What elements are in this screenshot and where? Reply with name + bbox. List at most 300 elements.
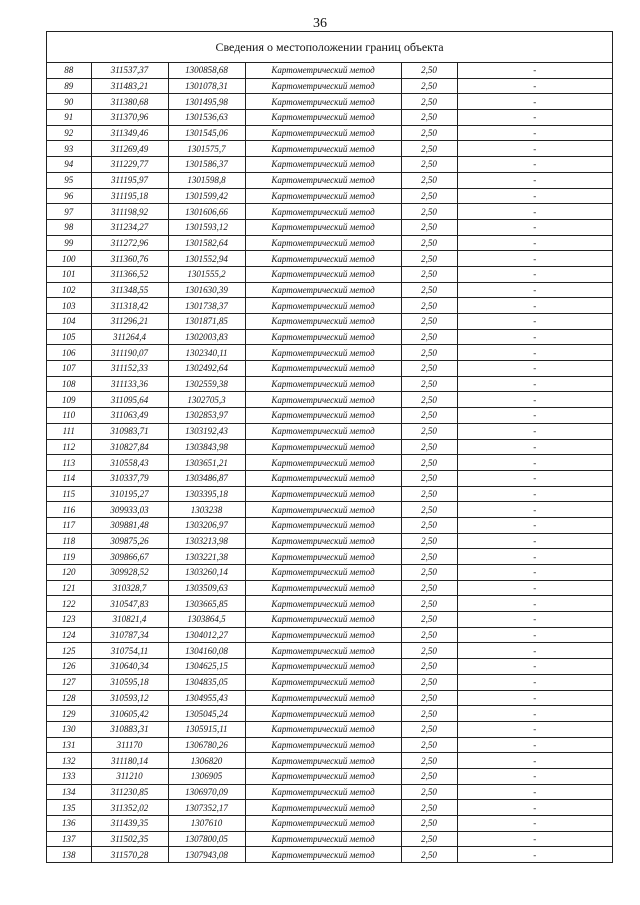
table-row (47, 219, 612, 235)
coord-y-cell: 1306780,26 (168, 737, 245, 753)
method-cell: Картометрический метод (245, 690, 401, 706)
description-cell: - (457, 63, 612, 78)
table-row (47, 690, 612, 706)
coord-x-cell: 311269,49 (91, 141, 168, 157)
coord-x-cell: 311352,02 (91, 800, 168, 816)
point-number-cell: 95 (47, 172, 91, 188)
point-number-cell: 101 (47, 266, 91, 282)
table-row (47, 408, 612, 424)
description-cell: - (457, 659, 612, 675)
table-row (47, 94, 612, 110)
table-row (47, 78, 612, 94)
coord-x-cell: 310337,79 (91, 470, 168, 486)
accuracy-cell: 2,50 (401, 533, 457, 549)
accuracy-cell: 2,50 (401, 721, 457, 737)
table-row (47, 627, 612, 643)
accuracy-cell: 2,50 (401, 282, 457, 298)
description-cell: - (457, 204, 612, 220)
accuracy-cell: 2,50 (401, 643, 457, 659)
method-cell: Картометрический метод (245, 439, 401, 455)
table-row (47, 235, 612, 251)
coord-y-cell: 1305045,24 (168, 706, 245, 722)
coord-x-cell: 311439,35 (91, 816, 168, 832)
table-row (47, 753, 612, 769)
method-cell: Картометрический метод (245, 204, 401, 220)
coord-y-cell: 1303238 (168, 502, 245, 518)
accuracy-cell: 2,50 (401, 423, 457, 439)
coord-x-cell: 310593,12 (91, 690, 168, 706)
description-cell: - (457, 423, 612, 439)
method-cell: Картометрический метод (245, 486, 401, 502)
accuracy-cell: 2,50 (401, 235, 457, 251)
point-number-cell: 116 (47, 502, 91, 518)
method-cell: Картометрический метод (245, 172, 401, 188)
description-cell: - (457, 721, 612, 737)
point-number-cell: 109 (47, 392, 91, 408)
coord-y-cell: 1302003,83 (168, 329, 245, 345)
point-number-cell: 133 (47, 768, 91, 784)
coord-x-cell: 311483,21 (91, 78, 168, 94)
method-cell: Картометрический метод (245, 470, 401, 486)
coord-x-cell: 310605,42 (91, 706, 168, 722)
accuracy-cell: 2,50 (401, 596, 457, 612)
description-cell: - (457, 94, 612, 110)
coord-x-cell: 310983,71 (91, 423, 168, 439)
description-cell: - (457, 282, 612, 298)
coord-y-cell: 1303843,98 (168, 439, 245, 455)
coord-y-cell: 1305915,11 (168, 721, 245, 737)
point-number-cell: 88 (47, 63, 91, 78)
accuracy-cell: 2,50 (401, 847, 457, 862)
coord-x-cell: 311170 (91, 737, 168, 753)
table-row (47, 643, 612, 659)
method-cell: Картометрический метод (245, 188, 401, 204)
method-cell: Картометрический метод (245, 768, 401, 784)
table-row (47, 455, 612, 471)
table-row (47, 470, 612, 486)
coord-x-cell: 310640,34 (91, 659, 168, 675)
description-cell: - (457, 549, 612, 565)
table-row (47, 282, 612, 298)
table-row (47, 721, 612, 737)
coord-y-cell: 1304835,05 (168, 674, 245, 690)
table-row (47, 565, 612, 581)
coord-y-cell: 1304955,43 (168, 690, 245, 706)
description-cell: - (457, 251, 612, 267)
coord-x-cell: 309928,52 (91, 565, 168, 581)
method-cell: Картометрический метод (245, 565, 401, 581)
point-number-cell: 111 (47, 423, 91, 439)
point-number-cell: 125 (47, 643, 91, 659)
description-cell: - (457, 376, 612, 392)
coord-x-cell: 310821,4 (91, 612, 168, 628)
coord-y-cell: 1306970,09 (168, 784, 245, 800)
coord-x-cell: 311570,28 (91, 847, 168, 862)
table-row (47, 533, 612, 549)
table-row (47, 423, 612, 439)
description-cell: - (457, 784, 612, 800)
description-cell: - (457, 110, 612, 126)
coord-x-cell: 311370,96 (91, 110, 168, 126)
coord-x-cell: 311095,64 (91, 392, 168, 408)
accuracy-cell: 2,50 (401, 737, 457, 753)
coord-y-cell: 1302340,11 (168, 345, 245, 361)
accuracy-cell: 2,50 (401, 361, 457, 377)
table-row (47, 784, 612, 800)
coord-y-cell: 1304625,15 (168, 659, 245, 675)
accuracy-cell: 2,50 (401, 266, 457, 282)
description-cell: - (457, 486, 612, 502)
point-number-cell: 126 (47, 659, 91, 675)
coord-y-cell: 1301495,98 (168, 94, 245, 110)
accuracy-cell: 2,50 (401, 219, 457, 235)
table-row (47, 816, 612, 832)
coord-y-cell: 1301738,37 (168, 298, 245, 314)
coord-x-cell: 311229,77 (91, 157, 168, 173)
method-cell: Картометрический метод (245, 141, 401, 157)
table-row (47, 204, 612, 220)
description-cell: - (457, 439, 612, 455)
point-number-cell: 128 (47, 690, 91, 706)
method-cell: Картометрический метод (245, 596, 401, 612)
accuracy-cell: 2,50 (401, 204, 457, 220)
point-number-cell: 104 (47, 314, 91, 330)
table-row (47, 110, 612, 126)
description-cell: - (457, 831, 612, 847)
method-cell: Картометрический метод (245, 219, 401, 235)
accuracy-cell: 2,50 (401, 502, 457, 518)
description-cell: - (457, 125, 612, 141)
table-row (47, 768, 612, 784)
accuracy-cell: 2,50 (401, 627, 457, 643)
method-cell: Картометрический метод (245, 674, 401, 690)
coord-y-cell: 1303192,43 (168, 423, 245, 439)
accuracy-cell: 2,50 (401, 345, 457, 361)
description-cell: - (457, 266, 612, 282)
point-number-cell: 124 (47, 627, 91, 643)
accuracy-cell: 2,50 (401, 674, 457, 690)
accuracy-cell: 2,50 (401, 408, 457, 424)
coord-x-cell: 311366,52 (91, 266, 168, 282)
coord-y-cell: 1307610 (168, 816, 245, 832)
coord-y-cell: 1302705,3 (168, 392, 245, 408)
method-cell: Картометрический метод (245, 63, 401, 78)
method-cell: Картометрический метод (245, 376, 401, 392)
table-row (47, 376, 612, 392)
description-cell: - (457, 753, 612, 769)
accuracy-cell: 2,50 (401, 141, 457, 157)
method-cell: Картометрический метод (245, 455, 401, 471)
coord-x-cell: 310883,31 (91, 721, 168, 737)
boundary-table-sheet (46, 31, 613, 863)
accuracy-cell: 2,50 (401, 439, 457, 455)
point-number-cell: 117 (47, 517, 91, 533)
description-cell: - (457, 737, 612, 753)
description-cell: - (457, 455, 612, 471)
table-row (47, 157, 612, 173)
point-number-cell: 114 (47, 470, 91, 486)
coord-x-cell: 311234,27 (91, 219, 168, 235)
coord-x-cell: 309933,03 (91, 502, 168, 518)
method-cell: Картометрический метод (245, 816, 401, 832)
description-cell: - (457, 800, 612, 816)
description-cell: - (457, 674, 612, 690)
coord-x-cell: 311063,49 (91, 408, 168, 424)
accuracy-cell: 2,50 (401, 486, 457, 502)
coord-y-cell: 1307800,05 (168, 831, 245, 847)
table-row (47, 486, 612, 502)
coord-y-cell: 1302853,97 (168, 408, 245, 424)
accuracy-cell: 2,50 (401, 612, 457, 628)
accuracy-cell: 2,50 (401, 329, 457, 345)
coord-x-cell: 311348,55 (91, 282, 168, 298)
coord-y-cell: 1306820 (168, 753, 245, 769)
method-cell: Картометрический метод (245, 753, 401, 769)
point-number-cell: 89 (47, 78, 91, 94)
accuracy-cell: 2,50 (401, 517, 457, 533)
description-cell: - (457, 141, 612, 157)
point-number-cell: 93 (47, 141, 91, 157)
accuracy-cell: 2,50 (401, 565, 457, 581)
table-row (47, 172, 612, 188)
accuracy-cell: 2,50 (401, 470, 457, 486)
table-row (47, 737, 612, 753)
coord-x-cell: 311537,37 (91, 63, 168, 78)
table-row (47, 314, 612, 330)
accuracy-cell: 2,50 (401, 392, 457, 408)
table-row (47, 517, 612, 533)
description-cell: - (457, 329, 612, 345)
method-cell: Картометрический метод (245, 502, 401, 518)
description-cell: - (457, 235, 612, 251)
accuracy-cell: 2,50 (401, 549, 457, 565)
coord-y-cell: 1303486,87 (168, 470, 245, 486)
accuracy-cell: 2,50 (401, 110, 457, 126)
point-number-cell: 127 (47, 674, 91, 690)
accuracy-cell: 2,50 (401, 768, 457, 784)
accuracy-cell: 2,50 (401, 659, 457, 675)
point-number-cell: 97 (47, 204, 91, 220)
point-number-cell: 106 (47, 345, 91, 361)
coord-x-cell: 311133,36 (91, 376, 168, 392)
coord-y-cell: 1303395,18 (168, 486, 245, 502)
point-number-cell: 96 (47, 188, 91, 204)
method-cell: Картометрический метод (245, 266, 401, 282)
method-cell: Картометрический метод (245, 627, 401, 643)
coord-y-cell: 1301536,63 (168, 110, 245, 126)
method-cell: Картометрический метод (245, 251, 401, 267)
method-cell: Картометрический метод (245, 643, 401, 659)
point-number-cell: 105 (47, 329, 91, 345)
coord-y-cell: 1301545,06 (168, 125, 245, 141)
table-row (47, 659, 612, 675)
coord-y-cell: 1301575,7 (168, 141, 245, 157)
description-cell: - (457, 643, 612, 659)
point-number-cell: 112 (47, 439, 91, 455)
method-cell: Картометрический метод (245, 345, 401, 361)
point-number-cell: 103 (47, 298, 91, 314)
coord-x-cell: 310558,43 (91, 455, 168, 471)
table-row (47, 266, 612, 282)
point-number-cell: 108 (47, 376, 91, 392)
coord-y-cell: 1303260,14 (168, 565, 245, 581)
table-row (47, 63, 612, 78)
coord-x-cell: 311264,4 (91, 329, 168, 345)
point-number-cell: 113 (47, 455, 91, 471)
accuracy-cell: 2,50 (401, 157, 457, 173)
description-cell: - (457, 78, 612, 94)
description-cell: - (457, 627, 612, 643)
accuracy-cell: 2,50 (401, 63, 457, 78)
description-cell: - (457, 298, 612, 314)
method-cell: Картометрический метод (245, 392, 401, 408)
method-cell: Картометрический метод (245, 549, 401, 565)
boundary-points-table (47, 63, 612, 862)
description-cell: - (457, 470, 612, 486)
table-row (47, 298, 612, 314)
table-row (47, 831, 612, 847)
point-number-cell: 130 (47, 721, 91, 737)
point-number-cell: 102 (47, 282, 91, 298)
description-cell: - (457, 392, 612, 408)
table-row (47, 612, 612, 628)
method-cell: Картометрический метод (245, 110, 401, 126)
coord-x-cell: 310787,34 (91, 627, 168, 643)
table-row (47, 392, 612, 408)
point-number-cell: 120 (47, 565, 91, 581)
point-number-cell: 99 (47, 235, 91, 251)
table-row (47, 345, 612, 361)
table-row (47, 329, 612, 345)
coord-x-cell: 311195,97 (91, 172, 168, 188)
accuracy-cell: 2,50 (401, 800, 457, 816)
point-number-cell: 90 (47, 94, 91, 110)
description-cell: - (457, 690, 612, 706)
coord-x-cell: 309866,67 (91, 549, 168, 565)
table-row (47, 800, 612, 816)
coord-y-cell: 1300858,68 (168, 63, 245, 78)
description-cell: - (457, 706, 612, 722)
accuracy-cell: 2,50 (401, 298, 457, 314)
method-cell: Картометрический метод (245, 329, 401, 345)
method-cell: Картометрический метод (245, 612, 401, 628)
coord-x-cell: 311318,42 (91, 298, 168, 314)
table-row (47, 502, 612, 518)
coord-y-cell: 1301598,8 (168, 172, 245, 188)
method-cell: Картометрический метод (245, 125, 401, 141)
coord-x-cell: 310547,83 (91, 596, 168, 612)
accuracy-cell: 2,50 (401, 188, 457, 204)
coord-y-cell: 1304160,08 (168, 643, 245, 659)
description-cell: - (533, 849, 537, 860)
point-number-cell: 91 (47, 110, 91, 126)
accuracy-cell: 2,50 (401, 78, 457, 94)
method-cell: Картометрический метод (245, 235, 401, 251)
description-cell: - (457, 596, 612, 612)
description-cell: - (457, 188, 612, 204)
method-cell: Картометрический метод (245, 659, 401, 675)
method-cell: Картометрический метод (245, 721, 401, 737)
table-row (47, 580, 612, 596)
method-cell: Картометрический метод (245, 784, 401, 800)
description-cell: - (457, 219, 612, 235)
point-number-cell: 123 (47, 612, 91, 628)
method-cell: Картометрический метод (245, 737, 401, 753)
method-cell: Картометрический метод (245, 423, 401, 439)
point-number-cell: 98 (47, 219, 91, 235)
point-number-cell: 131 (47, 737, 91, 753)
coord-y-cell: 1303665,85 (168, 596, 245, 612)
description-cell: - (457, 612, 612, 628)
accuracy-cell: 2,50 (401, 94, 457, 110)
point-number-cell: 118 (47, 533, 91, 549)
coord-x-cell: 311272,96 (91, 235, 168, 251)
description-cell: - (457, 580, 612, 596)
accuracy-cell: 2,50 (401, 251, 457, 267)
coord-x-cell: 309875,26 (91, 533, 168, 549)
coord-x-cell: 311502,35 (91, 831, 168, 847)
coord-y-cell: 1307352,17 (168, 800, 245, 816)
table-row (47, 439, 612, 455)
coord-y-cell: 1301593,12 (168, 219, 245, 235)
coord-x-cell: 311380,68 (91, 94, 168, 110)
table-row (47, 141, 612, 157)
accuracy-cell: 2,50 (401, 690, 457, 706)
table-row (47, 706, 612, 722)
description-cell: - (457, 172, 612, 188)
coord-y-cell: 1301555,2 (168, 266, 245, 282)
coord-x-cell: 311180,14 (91, 753, 168, 769)
coord-y-cell: 1303213,98 (168, 533, 245, 549)
table-title: Сведения о местоположении границ объекта (47, 32, 612, 63)
coord-y-cell: 1303221,38 (168, 549, 245, 565)
coord-x-cell: 310195,27 (91, 486, 168, 502)
coord-y-cell: 1303651,21 (168, 455, 245, 471)
coord-y-cell: 1302559,38 (168, 376, 245, 392)
accuracy-cell: 2,50 (401, 376, 457, 392)
table-row (47, 125, 612, 141)
point-number-cell: 110 (47, 408, 91, 424)
coord-x-cell: 311195,18 (91, 188, 168, 204)
coord-x-cell: 309881,48 (91, 517, 168, 533)
method-cell: Картометрический метод (245, 361, 401, 377)
table-row (47, 596, 612, 612)
point-number-cell: 119 (47, 549, 91, 565)
accuracy-cell: 2,50 (401, 816, 457, 832)
description-cell: - (457, 816, 612, 832)
point-number-cell: 137 (47, 831, 91, 847)
method-cell: Картометрический метод (245, 408, 401, 424)
coord-y-cell: 1303864,5 (168, 612, 245, 628)
description-cell: - (457, 565, 612, 581)
method-cell: Картометрический метод (245, 533, 401, 549)
point-number-cell: 138 (47, 847, 91, 862)
method-cell: Картометрический метод (245, 78, 401, 94)
table-row (47, 549, 612, 565)
method-cell: Картометрический метод (245, 831, 401, 847)
accuracy-cell: 2,50 (401, 784, 457, 800)
description-cell: - (457, 314, 612, 330)
coord-y-cell: 1301871,85 (168, 314, 245, 330)
table-row (47, 251, 612, 267)
coord-y-cell: 1301606,66 (168, 204, 245, 220)
coord-x-cell: 311190,07 (91, 345, 168, 361)
description-cell: - (457, 517, 612, 533)
coord-x-cell: 310328,7 (91, 580, 168, 596)
description-cell: - (457, 157, 612, 173)
method-cell: Картометрический метод (245, 517, 401, 533)
table-row (47, 361, 612, 377)
